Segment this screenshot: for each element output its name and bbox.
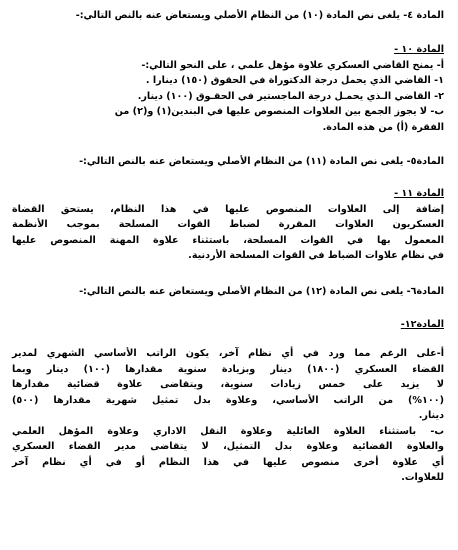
article-11-line: المعمول بها في القوات المسلحة، باستثناء علاوة المهنة المنصوص عليها (12, 234, 444, 246)
article-10-block (12, 42, 444, 135)
article-10-line: ٢- القاضي الـذي يحمـل درجة الماجستير في الحقـوق (١٠٠) دينار. (137, 90, 444, 102)
article-5-heading-text: المادة٥- يلغى نص المادة (١١) من النظام الأصلي ويستعاض عنه بالنص التالي:- (79, 156, 444, 167)
article-11-line: إضافة إلى العلاوات المنصوص عليها في هذا النظام، يستحق القضاة (12, 203, 444, 215)
article-11-block (12, 186, 444, 264)
article-11-line: العسكريون العلاوات المقررة لضباط القوات المسلحة بموجب الأنظمة (12, 219, 444, 230)
article-6-heading-text: المادة٦- يلغى نص المادة (١٢) من النظام الأصلي ويستعاض عنه بالنص التالي:- (79, 286, 444, 297)
article-10-line: ١- القاضي الذي يحمل درجة الدكتوراة في الحقوق (١٥٠) دينارا . (145, 75, 444, 86)
article-12-line: أ-على الرغم مما ورد في أي نظام آخر، يكون الراتب الأساسي الشهري لمدير (12, 348, 444, 359)
article-10-line: الفقرة (أ) من هذه المادة. (322, 121, 444, 133)
article-6-heading (12, 284, 444, 300)
article-4-heading-text: المادة ٤- يلغى نص المادة (١٠) من النظام الأصلي ويستعاض عنه بالنص التالي:- (75, 10, 444, 21)
article-11-line: في نظام علاوات الضباط في القوات المسلحة الأردنية. (188, 250, 444, 261)
article-12-line: أي علاوة أخرى منصوص عليها في هذا النظام أو في أي نظام آخر (12, 456, 444, 468)
article-12-line: للعلاوات. (401, 472, 444, 483)
article-12-line: لا يزيد على خمس زيادات سنوية، ويتقاضى علاوة قضائية مقدارها (12, 379, 444, 390)
article-12-line: (١٠٠%) من الراتب الأساسي، وعلاوة بدل تمثيل شهرية مقدارها (٥٠٠) (12, 394, 444, 406)
article-12-line: القضاء العسكري (١٨٠٠) دينار وبزيادة سنوية مقدارها (١٠٠) دينار وبما (12, 363, 445, 375)
article-10-line: أ- يمنح القاضي العسكري علاوة مؤهل علمي ، على النحو التالي:- (141, 59, 444, 71)
article-12-title-row (12, 317, 444, 333)
article-12-line: ب- باستثناء العلاوة العائلية وعلاوة النقل الاداري وعلاوة المؤهل العلمي (12, 425, 444, 437)
article-12-line: دينار. (418, 410, 444, 421)
article-10-line: ب- لا يجوز الجمع بين العلاوات المنصوص عليها في البندين(١) و(٢) من (114, 106, 444, 117)
article-5-heading (12, 154, 444, 170)
article-11-title: المادة ١١ - (394, 188, 444, 199)
article-12-block (12, 346, 444, 486)
article-10-title: المادة ١٠ - (394, 44, 444, 55)
article-4-heading (12, 8, 444, 24)
article-12-line: والعلاوة القضائية وعلاوة بدل التمثيل، لا يتقاضى مدير القضاء العسكري (12, 441, 444, 452)
article-12-title: المادة١٢- (400, 319, 444, 330)
